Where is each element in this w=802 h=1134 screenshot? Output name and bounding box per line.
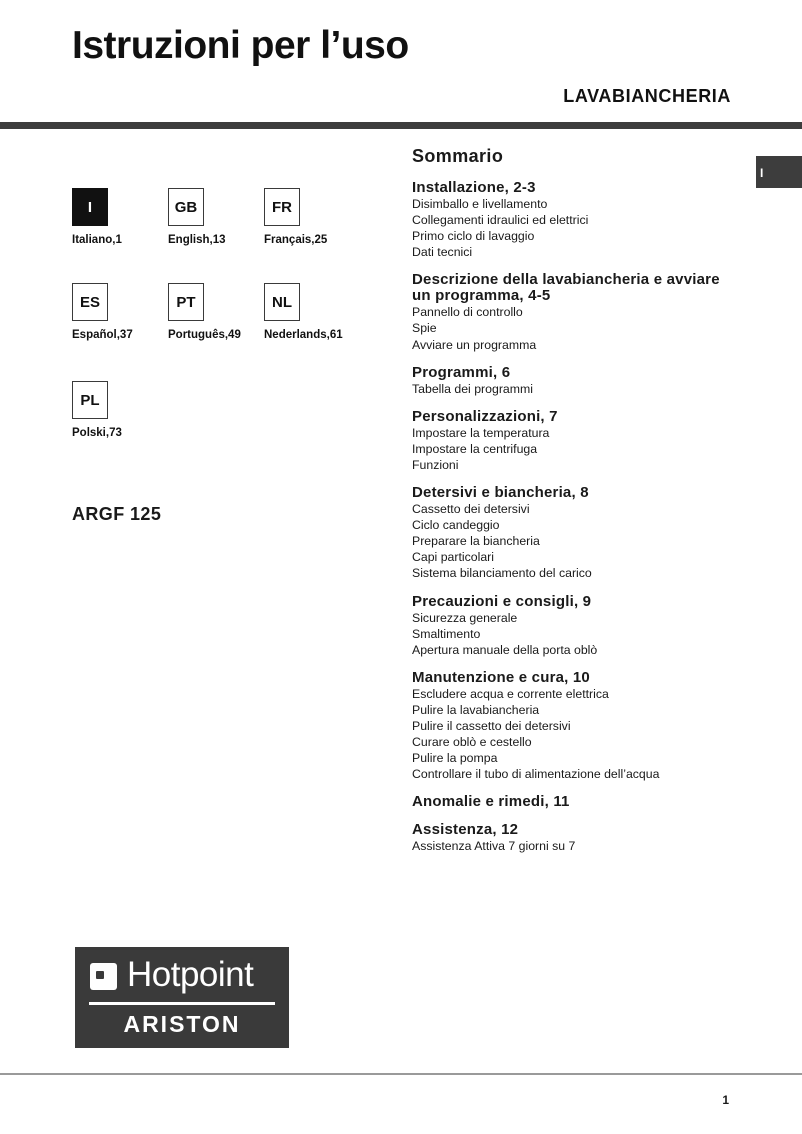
- footer-divider: [0, 1073, 802, 1075]
- language-english[interactable]: [168, 188, 268, 246]
- toc-item[interactable]: Smaltimento: [412, 626, 481, 641]
- toc-item[interactable]: Capi particolari: [412, 550, 495, 565]
- toc-item[interactable]: Sistema bilanciamento del carico: [412, 566, 592, 581]
- toc-item[interactable]: Avviare un programma: [412, 337, 537, 352]
- toc-item[interactable]: Tabella dei programmi: [412, 381, 533, 396]
- toc-section-title[interactable]: Personalizzazioni, 7: [412, 407, 558, 425]
- table-of-contents: [412, 146, 742, 866]
- page-number: 1: [722, 1093, 729, 1107]
- toc-section-title[interactable]: Installazione, 2-3: [412, 179, 536, 196]
- toc-item[interactable]: Controllare il tubo di alimentazione dell’acqua: [412, 767, 660, 782]
- document-subtitle: LAVABIANCHERIA: [563, 86, 731, 106]
- toc-item[interactable]: Impostare la temperatura: [412, 425, 550, 440]
- language-italian[interactable]: [72, 188, 172, 246]
- toc-section: [412, 794, 742, 810]
- toc-section-title[interactable]: Precauzioni e consigli, 9: [412, 592, 592, 610]
- language-code-box: PT: [168, 283, 204, 321]
- toc-section: [412, 180, 742, 260]
- language-code-box: FR: [264, 188, 300, 226]
- toc-item[interactable]: Collegamenti idraulici ed elettrici: [412, 213, 589, 228]
- language-label: Polski,73: [72, 427, 122, 439]
- language-label: Français,25: [264, 234, 328, 246]
- language-code-box: ES: [72, 283, 108, 321]
- toc-item[interactable]: Escludere acqua e corrente elettrica: [412, 686, 609, 701]
- language-label: Español,37: [72, 329, 133, 341]
- toc-section: [412, 822, 742, 854]
- brand-logo: [75, 947, 289, 1048]
- toc-item[interactable]: Pulire la pompa: [412, 751, 498, 766]
- toc-item[interactable]: Preparare la biancheria: [412, 534, 540, 549]
- toc-section-title[interactable]: Detersivi e biancheria, 8: [412, 484, 589, 502]
- toc-item[interactable]: Ciclo candeggio: [412, 518, 500, 533]
- toc-item[interactable]: Impostare la centrifuga: [412, 441, 538, 456]
- toc-section: [412, 670, 742, 783]
- toc-item[interactable]: Funzioni: [412, 457, 459, 472]
- language-code-box: NL: [264, 283, 300, 321]
- toc-item[interactable]: Dati tecnici: [412, 245, 473, 260]
- language-polish[interactable]: [72, 381, 172, 439]
- language-spanish[interactable]: [72, 283, 172, 341]
- toc-item[interactable]: Primo ciclo di lavaggio: [412, 229, 535, 244]
- toc-item[interactable]: Cassetto dei detersivi: [412, 502, 530, 517]
- language-code-box: PL: [72, 381, 108, 419]
- toc-item[interactable]: Pulire la lavabiancheria: [412, 702, 540, 717]
- language-code-box: GB: [168, 188, 204, 226]
- toc-section-title[interactable]: Manutenzione e cura, 10: [412, 668, 590, 686]
- logo-mark-icon: [90, 963, 117, 990]
- language-label: Português,49: [168, 329, 241, 341]
- language-label: English,13: [168, 234, 226, 246]
- toc-section: [412, 365, 742, 397]
- language-label: Nederlands,61: [264, 329, 343, 341]
- toc-section: [412, 409, 742, 473]
- language-french[interactable]: [264, 188, 364, 246]
- toc-section-title[interactable]: Anomalie e rimedi, 11: [412, 793, 570, 811]
- toc-section: [412, 594, 742, 658]
- logo-divider: [89, 1002, 275, 1005]
- toc-sections: [412, 180, 742, 854]
- header-divider: [0, 122, 802, 129]
- logo-sub-text: ARISTON: [123, 1011, 241, 1037]
- model-number: ARGF 125: [72, 504, 162, 524]
- toc-item[interactable]: Curare oblò e cestello: [412, 735, 532, 750]
- language-label: Italiano,1: [72, 234, 122, 246]
- toc-item[interactable]: Sicurezza generale: [412, 610, 518, 625]
- toc-section: [412, 485, 742, 581]
- toc-section-title[interactable]: Assistenza, 12: [412, 821, 519, 839]
- language-portuguese[interactable]: [168, 283, 268, 341]
- document-title: Istruzioni per l’uso: [72, 24, 409, 67]
- toc-heading: Sommario: [412, 146, 504, 166]
- logo-brand-text: Hotpoint: [127, 955, 254, 994]
- language-dutch[interactable]: [264, 283, 364, 341]
- toc-section-title[interactable]: Descrizione della lavabiancheria e avviare un programma, 4-5: [412, 271, 720, 305]
- toc-item[interactable]: Apertura manuale della porta oblò: [412, 642, 598, 657]
- language-code-box: I: [72, 188, 108, 226]
- toc-item[interactable]: Pannello di controllo: [412, 305, 523, 320]
- toc-section-title[interactable]: Programmi, 6: [412, 363, 511, 381]
- toc-item[interactable]: Disimballo e livellamento: [412, 197, 548, 211]
- toc-item[interactable]: Pulire il cassetto dei detersivi: [412, 718, 571, 733]
- toc-item[interactable]: Spie: [412, 321, 437, 336]
- toc-item[interactable]: Assistenza Attiva 7 giorni su 7: [412, 839, 576, 854]
- language-tab: I: [756, 156, 802, 188]
- toc-section: [412, 272, 742, 352]
